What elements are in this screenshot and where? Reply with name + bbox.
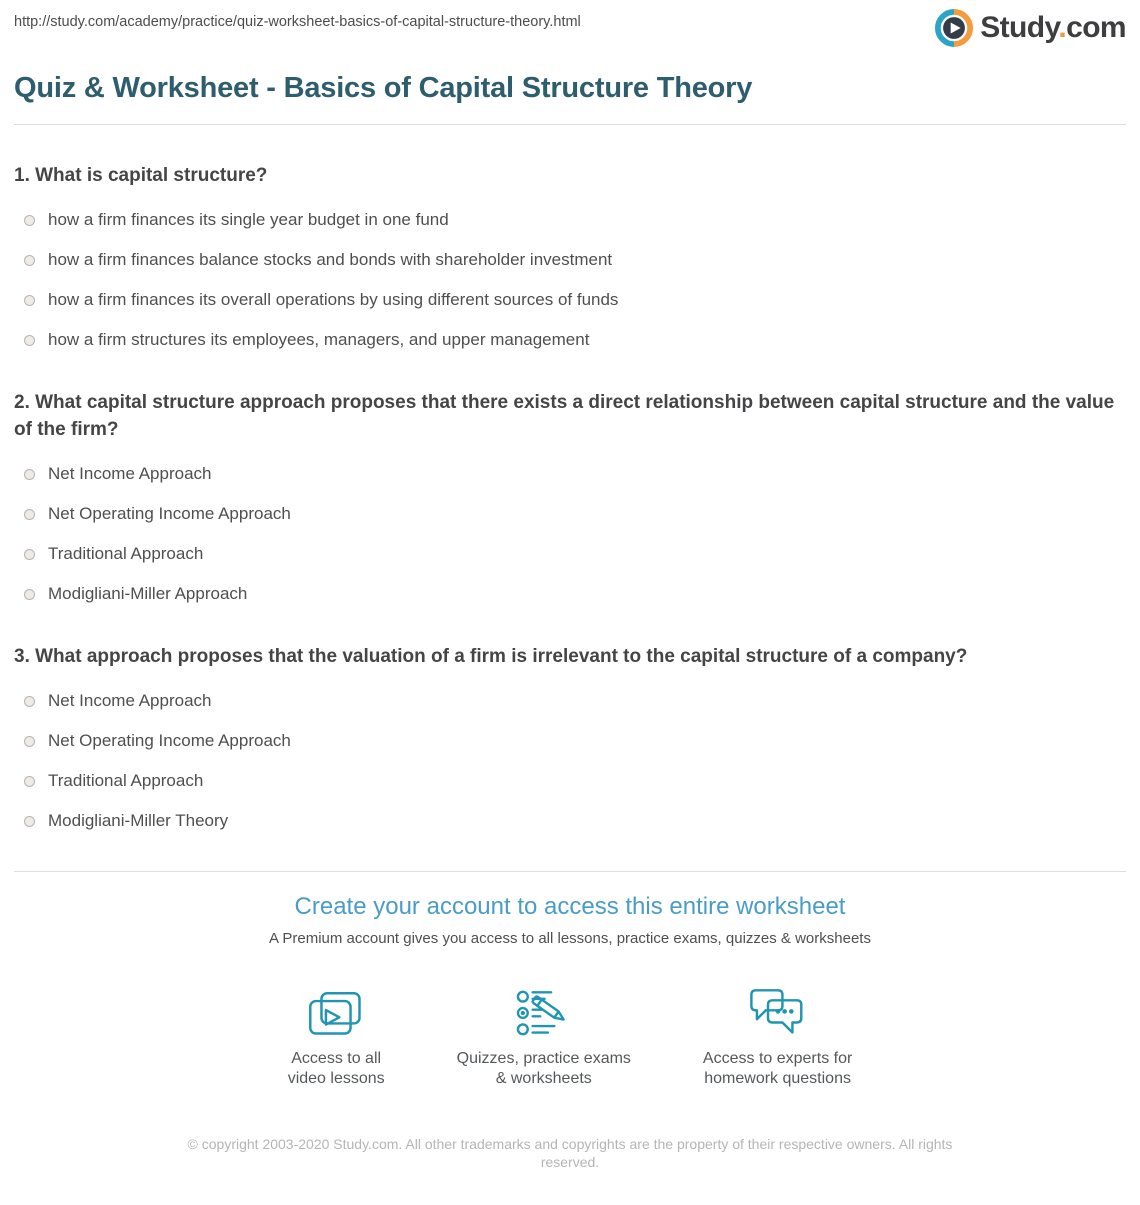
feature-label: Access to all (291, 1050, 382, 1067)
copyright-notice: © copyright 2003-2020 Study.com. All other trademarks and copyrights are the property of their respective owners. All rights reserved. (187, 1136, 953, 1170)
logo-word-study: Study (980, 11, 1059, 44)
quizzes-worksheets-icon (515, 980, 572, 1038)
radio-button-icon[interactable] (24, 215, 35, 226)
answer-option[interactable] (14, 502, 1126, 526)
option-label: how a firm structures its employees, managers, and upper management (48, 330, 590, 349)
feature-quizzes-worksheets (457, 980, 631, 1089)
question-1-options (14, 208, 1126, 352)
question-3 (14, 643, 1126, 833)
radio-button-icon[interactable] (24, 816, 35, 827)
question-text: 1. What is capital structure? (14, 165, 268, 186)
radio-button-icon[interactable] (24, 589, 35, 600)
radio-button-icon[interactable] (24, 549, 35, 560)
answer-option[interactable] (14, 328, 1126, 352)
option-label: Traditional Approach (48, 544, 204, 563)
question-3-options (14, 689, 1126, 833)
radio-button-icon[interactable] (24, 469, 35, 480)
answer-option[interactable] (14, 689, 1126, 713)
answer-option[interactable] (14, 809, 1126, 833)
option-label: Modigliani-Miller Approach (48, 584, 248, 603)
page-header (14, 0, 1126, 47)
radio-button-icon[interactable] (24, 776, 35, 787)
answer-option[interactable] (14, 769, 1126, 793)
answer-option[interactable] (14, 462, 1126, 486)
chat-experts-icon (748, 980, 808, 1038)
answer-option[interactable] (14, 542, 1126, 566)
feature-label: & worksheets (495, 1070, 592, 1087)
option-label: Modigliani-Miller Theory (48, 811, 229, 830)
logo-word-com: com (1066, 11, 1126, 44)
radio-button-icon[interactable] (24, 295, 35, 306)
answer-option[interactable] (14, 582, 1126, 606)
feature-label: Access to experts for (702, 1050, 853, 1067)
video-lessons-icon (308, 980, 364, 1038)
answer-option[interactable] (14, 288, 1126, 312)
signup-section (14, 871, 1126, 1089)
question-text: 3. What approach proposes that the valuation of a firm is irrelevant to the capital structure of a company? (14, 646, 968, 667)
option-label: Net Operating Income Approach (48, 504, 291, 523)
option-label: Net Income Approach (48, 464, 212, 483)
option-label: how a firm finances its single year budget in one fund (48, 210, 449, 229)
option-label: how a firm finances balance stocks and bonds with shareholder investment (48, 250, 613, 269)
feature-label: homework questions (704, 1070, 851, 1087)
radio-button-icon[interactable] (24, 255, 35, 266)
studycom-play-logo-icon (935, 9, 973, 47)
radio-button-icon[interactable] (24, 509, 35, 520)
radio-button-icon[interactable] (24, 696, 35, 707)
question-1 (14, 162, 1126, 352)
question-2 (14, 389, 1126, 606)
feature-list (14, 980, 1126, 1089)
feature-label: video lessons (287, 1070, 385, 1087)
signup-subheading: A Premium account gives you access to all lessons, practice exams, quizzes & worksheets (269, 930, 871, 947)
logo-wordmark (980, 9, 1126, 47)
feature-expert-help (703, 980, 852, 1089)
signup-heading: Create your account to access this entire worksheet (294, 893, 846, 920)
signup-divider (14, 871, 1126, 872)
answer-option[interactable] (14, 208, 1126, 232)
answer-option[interactable] (14, 248, 1126, 272)
answer-option[interactable] (14, 729, 1126, 753)
feature-label: Quizzes, practice exams (456, 1050, 631, 1067)
title-divider (14, 124, 1126, 125)
option-label: how a firm finances its overall operations by using different sources of funds (48, 290, 619, 309)
page-url: http://study.com/academy/practice/quiz-worksheet-basics-of-capital-structure-theory.html (14, 14, 581, 30)
option-label: Net Income Approach (48, 691, 212, 710)
question-text: 2. What capital structure approach proposes that there exists a direct relationship between capital structure and the value of the firm? (14, 392, 1115, 440)
radio-button-icon[interactable] (24, 736, 35, 747)
logo-dot: . (1058, 11, 1067, 44)
feature-video-lessons (288, 980, 385, 1089)
question-2-options (14, 462, 1126, 606)
page-title: Quiz & Worksheet - Basics of Capital Structure Theory (14, 72, 753, 104)
option-label: Net Operating Income Approach (48, 731, 291, 750)
studycom-logo[interactable] (935, 9, 1126, 47)
radio-button-icon[interactable] (24, 335, 35, 346)
option-label: Traditional Approach (48, 771, 204, 790)
